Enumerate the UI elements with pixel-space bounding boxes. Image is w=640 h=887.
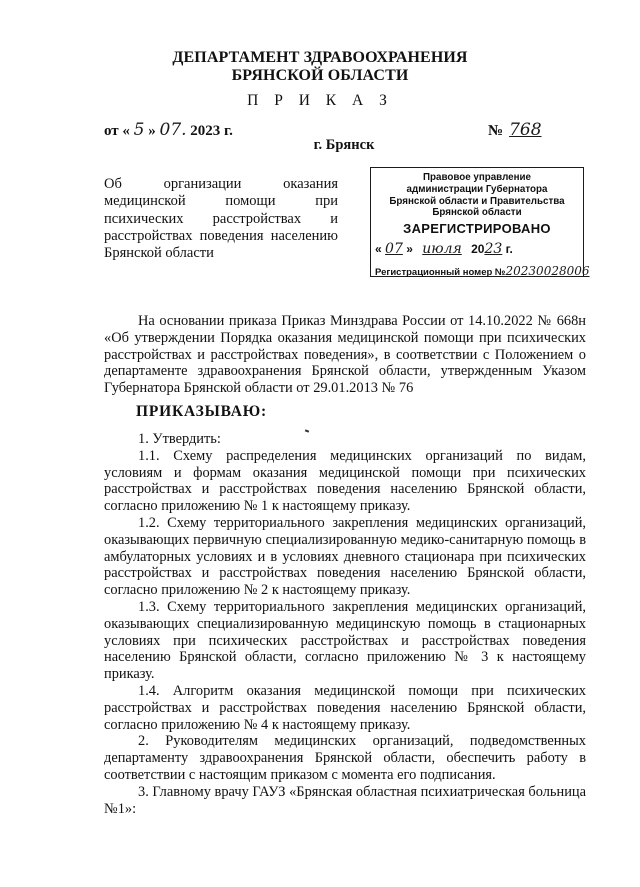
stamp-reg-number bbox=[371, 264, 590, 279]
stamp-date-suffix: г. bbox=[505, 242, 513, 257]
stamp-line4: Брянской области bbox=[432, 207, 522, 219]
order-items bbox=[104, 431, 586, 817]
order-number-label: № bbox=[488, 123, 504, 139]
stamp-status: ЗАРЕГИСТРИРОВАНО bbox=[403, 221, 551, 237]
order-word: ПРИКАЗЫВАЮ: bbox=[136, 403, 267, 420]
order-number-value: 768 bbox=[509, 120, 542, 140]
date-sep: » bbox=[148, 123, 156, 139]
stamp-date-day: 07 bbox=[385, 241, 403, 258]
stamp-reg-value: 20230028006 bbox=[505, 264, 590, 279]
department-title-line2: БРЯНСКОЙ ОБЛАСТИ bbox=[231, 67, 409, 84]
item-1-3: 1.3. Схему территориального закрепления медицинских организаций, оказывающих специализированную медицинскую помощь в стационарных условиях при психических расстройствах и расстройствах поведения населению Брянской области, согласно приложению № 3 к настоящему приказу. bbox=[104, 598, 586, 683]
stamp-date-mid: » bbox=[406, 242, 413, 257]
stamp-date-year: 23 bbox=[484, 241, 503, 258]
stamp-date-prefix: « bbox=[375, 242, 382, 257]
stamp-line2: администрации Губернатора bbox=[406, 183, 548, 195]
item-3: 3. Главному врачу ГАУЗ «Брянская областная психиатрическая больница №1»: bbox=[104, 783, 586, 817]
date-day: 5 bbox=[133, 120, 145, 140]
registration-stamp bbox=[370, 167, 590, 279]
item-2: 2. Руководителям медицинских организаций, подведомственных департаменту здравоохранения Брянской области, обеспечить работу в соответствии с настоящим приказом с момента его подписания. bbox=[104, 733, 586, 783]
preamble-text: На основании приказа Приказ Минздрава России от 14.10.2022 № 668н «Об утверждении Порядка оказания медицинской помощи при психических расстройствах и расстройствах поведения», в соответствии с Положением о департаменте здравоохранения Брянской области, утвержденным Указом Губернатора Брянской области от 29.01.2013 № 76 bbox=[104, 313, 586, 397]
stamp-date-year-prefix: 20 bbox=[471, 242, 485, 257]
city: г. Брянск bbox=[313, 137, 375, 153]
stamp-date bbox=[371, 241, 583, 257]
date-prefix: от « bbox=[104, 123, 130, 139]
item-1-2: 1.2. Схему территориального закрепления медицинских организаций, оказывающих первичную специализированную медико-санитарную помощь в амбулаторных условиях и в условиях дневного стационара при психических расстройствах и расстройствах поведения населению Брянской области, согласно приложению № 2 к настоящему приказу. bbox=[104, 514, 586, 599]
stamp-date-month: июля bbox=[422, 241, 462, 258]
item-1-4: 1.4. Алгоритм оказания медицинской помощи при психических расстройствах и расстройствах поведения населению Брянской области, согласно приложению № 4 к настоящему приказу. bbox=[104, 682, 586, 733]
item-1-1: 1.1. Схему распределения медицинских организаций по видам, условиям и формам оказания медицинской помощи при психических расстройствах и расстройствах поведения населению Брянской области, согласно приложению № 1 к настоящему приказу. bbox=[104, 447, 586, 515]
item-1: 1. Утвердить: bbox=[138, 431, 221, 447]
date-year: 2023 г. bbox=[190, 123, 233, 139]
date-month: 07. bbox=[159, 120, 187, 140]
stamp-line3: Брянской области и Правительства bbox=[389, 195, 565, 207]
order-subject: Об организации оказания медицинской помощи при психических расстройствах и расстройствах поведения населению Брянской области bbox=[104, 176, 338, 262]
stamp-reg-label: Регистрационный номер № bbox=[375, 267, 506, 279]
department-title-line1: ДЕПАРТАМЕНТ ЗДРАВООХРАНЕНИЯ bbox=[172, 49, 468, 66]
document-type: П Р И К А З bbox=[247, 92, 393, 109]
stamp-line1: Правовое управление bbox=[422, 172, 532, 183]
preamble bbox=[104, 313, 586, 397]
